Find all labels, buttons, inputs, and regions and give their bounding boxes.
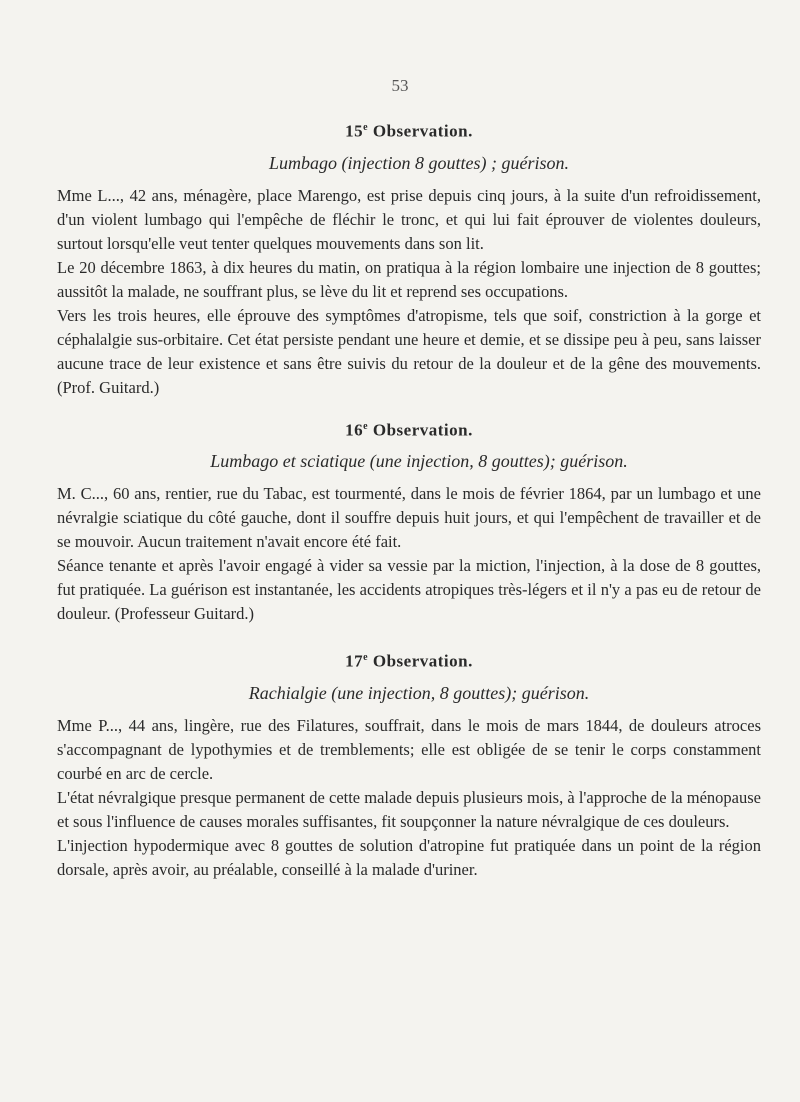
paragraph: L'injection hypodermique avec 8 gouttes de solution d'atropine fut pratiquée dans un point de la région dorsale, après avoir, au préalable, conseillé à la malade d'uriner. <box>57 835 761 879</box>
ordinal-suffix: e <box>363 420 369 432</box>
observation-number: 17 <box>345 651 364 671</box>
observation-17 <box>57 648 761 882</box>
observation-subtitle: Lumbago (injection 8 gouttes) ; guérison. <box>269 152 569 173</box>
observation-subtitle: Rachialgie (une injection, 8 gouttes); guérison. <box>248 682 590 703</box>
page-content <box>57 118 761 882</box>
ordinal-suffix: e <box>363 652 369 664</box>
paragraph: L'état névralgique presque permanent de cette malade depuis plusieurs mois, à l'approche de la ménopause et sous l'influence de causes morales suffisantes, fit soupçonner la nature névralgique de ces douleurs. <box>57 787 761 831</box>
observation-heading <box>57 648 761 672</box>
paragraph: Le 20 décembre 1863, à dix heures du matin, on pratiqua à la région lombaire une injection de 8 gouttes; aussitôt la malade, ne souffrant plus, se lève du lit et reprend ses occupations. <box>57 257 761 301</box>
paragraph: Mme P..., 44 ans, lingère, rue des Filatures, souffrait, dans le mois de mars 1844, de douleurs atroces s'accompagnant de lypothymies et de tremblements; elle est obligée de se tenir le corps constamment courbé en arc de cercle. <box>57 715 761 783</box>
ordinal-suffix: e <box>363 122 369 133</box>
observation-title: Observation. <box>372 651 473 671</box>
paragraph: M. C..., 60 ans, rentier, rue du Tabac, est tourmenté, dans le mois de février 1864, par un lumbago et une névralgie sciatique du côté gauche, dont il souffre depuis huit jours, et qui l'empêchent de travailler et de se mouvoir. Aucun traitement n'avait encore été fait. <box>57 484 761 552</box>
observation-number: 16 <box>345 420 364 440</box>
observation-subtitle: Lumbago et sciatique (une injection, 8 gouttes); guérison. <box>210 451 628 472</box>
observation-15 <box>57 118 761 400</box>
page-number: 53 <box>391 76 409 95</box>
observation-heading <box>57 118 761 142</box>
paragraph: Séance tenante et après l'avoir engagé à vider sa vessie par la miction, l'injection, à la dose de 8 gouttes, fut pratiquée. La guérison est instantanée, les accidents atropiques très-légers et il n'y a pas eu de retour de douleur. (Professeur Guitard.) <box>57 556 761 624</box>
observation-title: Observation. <box>372 420 473 440</box>
observation-16 <box>57 417 761 627</box>
observation-number: 15 <box>345 121 364 141</box>
observation-heading <box>57 417 761 441</box>
paragraph: Vers les trois heures, elle éprouve des symptômes d'atropisme, tels que soif, constriction à la gorge et céphalalgie sus-orbitaire. Cet état persiste pendant une heure et demie, et se dissipe peu à peu, sans laisser aucune trace de leur existence et sans être suivis du retour de la douleur et de la gêne des mouvements. (Prof. Guitard.) <box>57 305 761 397</box>
observation-title: Observation. <box>372 121 473 141</box>
paragraph: Mme L..., 42 ans, ménagère, place Marengo, est prise depuis cinq jours, à la suite d'un refroidissement, d'un violent lumbago qui l'empêche de fléchir le tronc, et qui lui fait éprouver de violentes douleurs, surtout lorsqu'elle veut tenter quelques mouvements dans son lit. <box>57 185 761 253</box>
